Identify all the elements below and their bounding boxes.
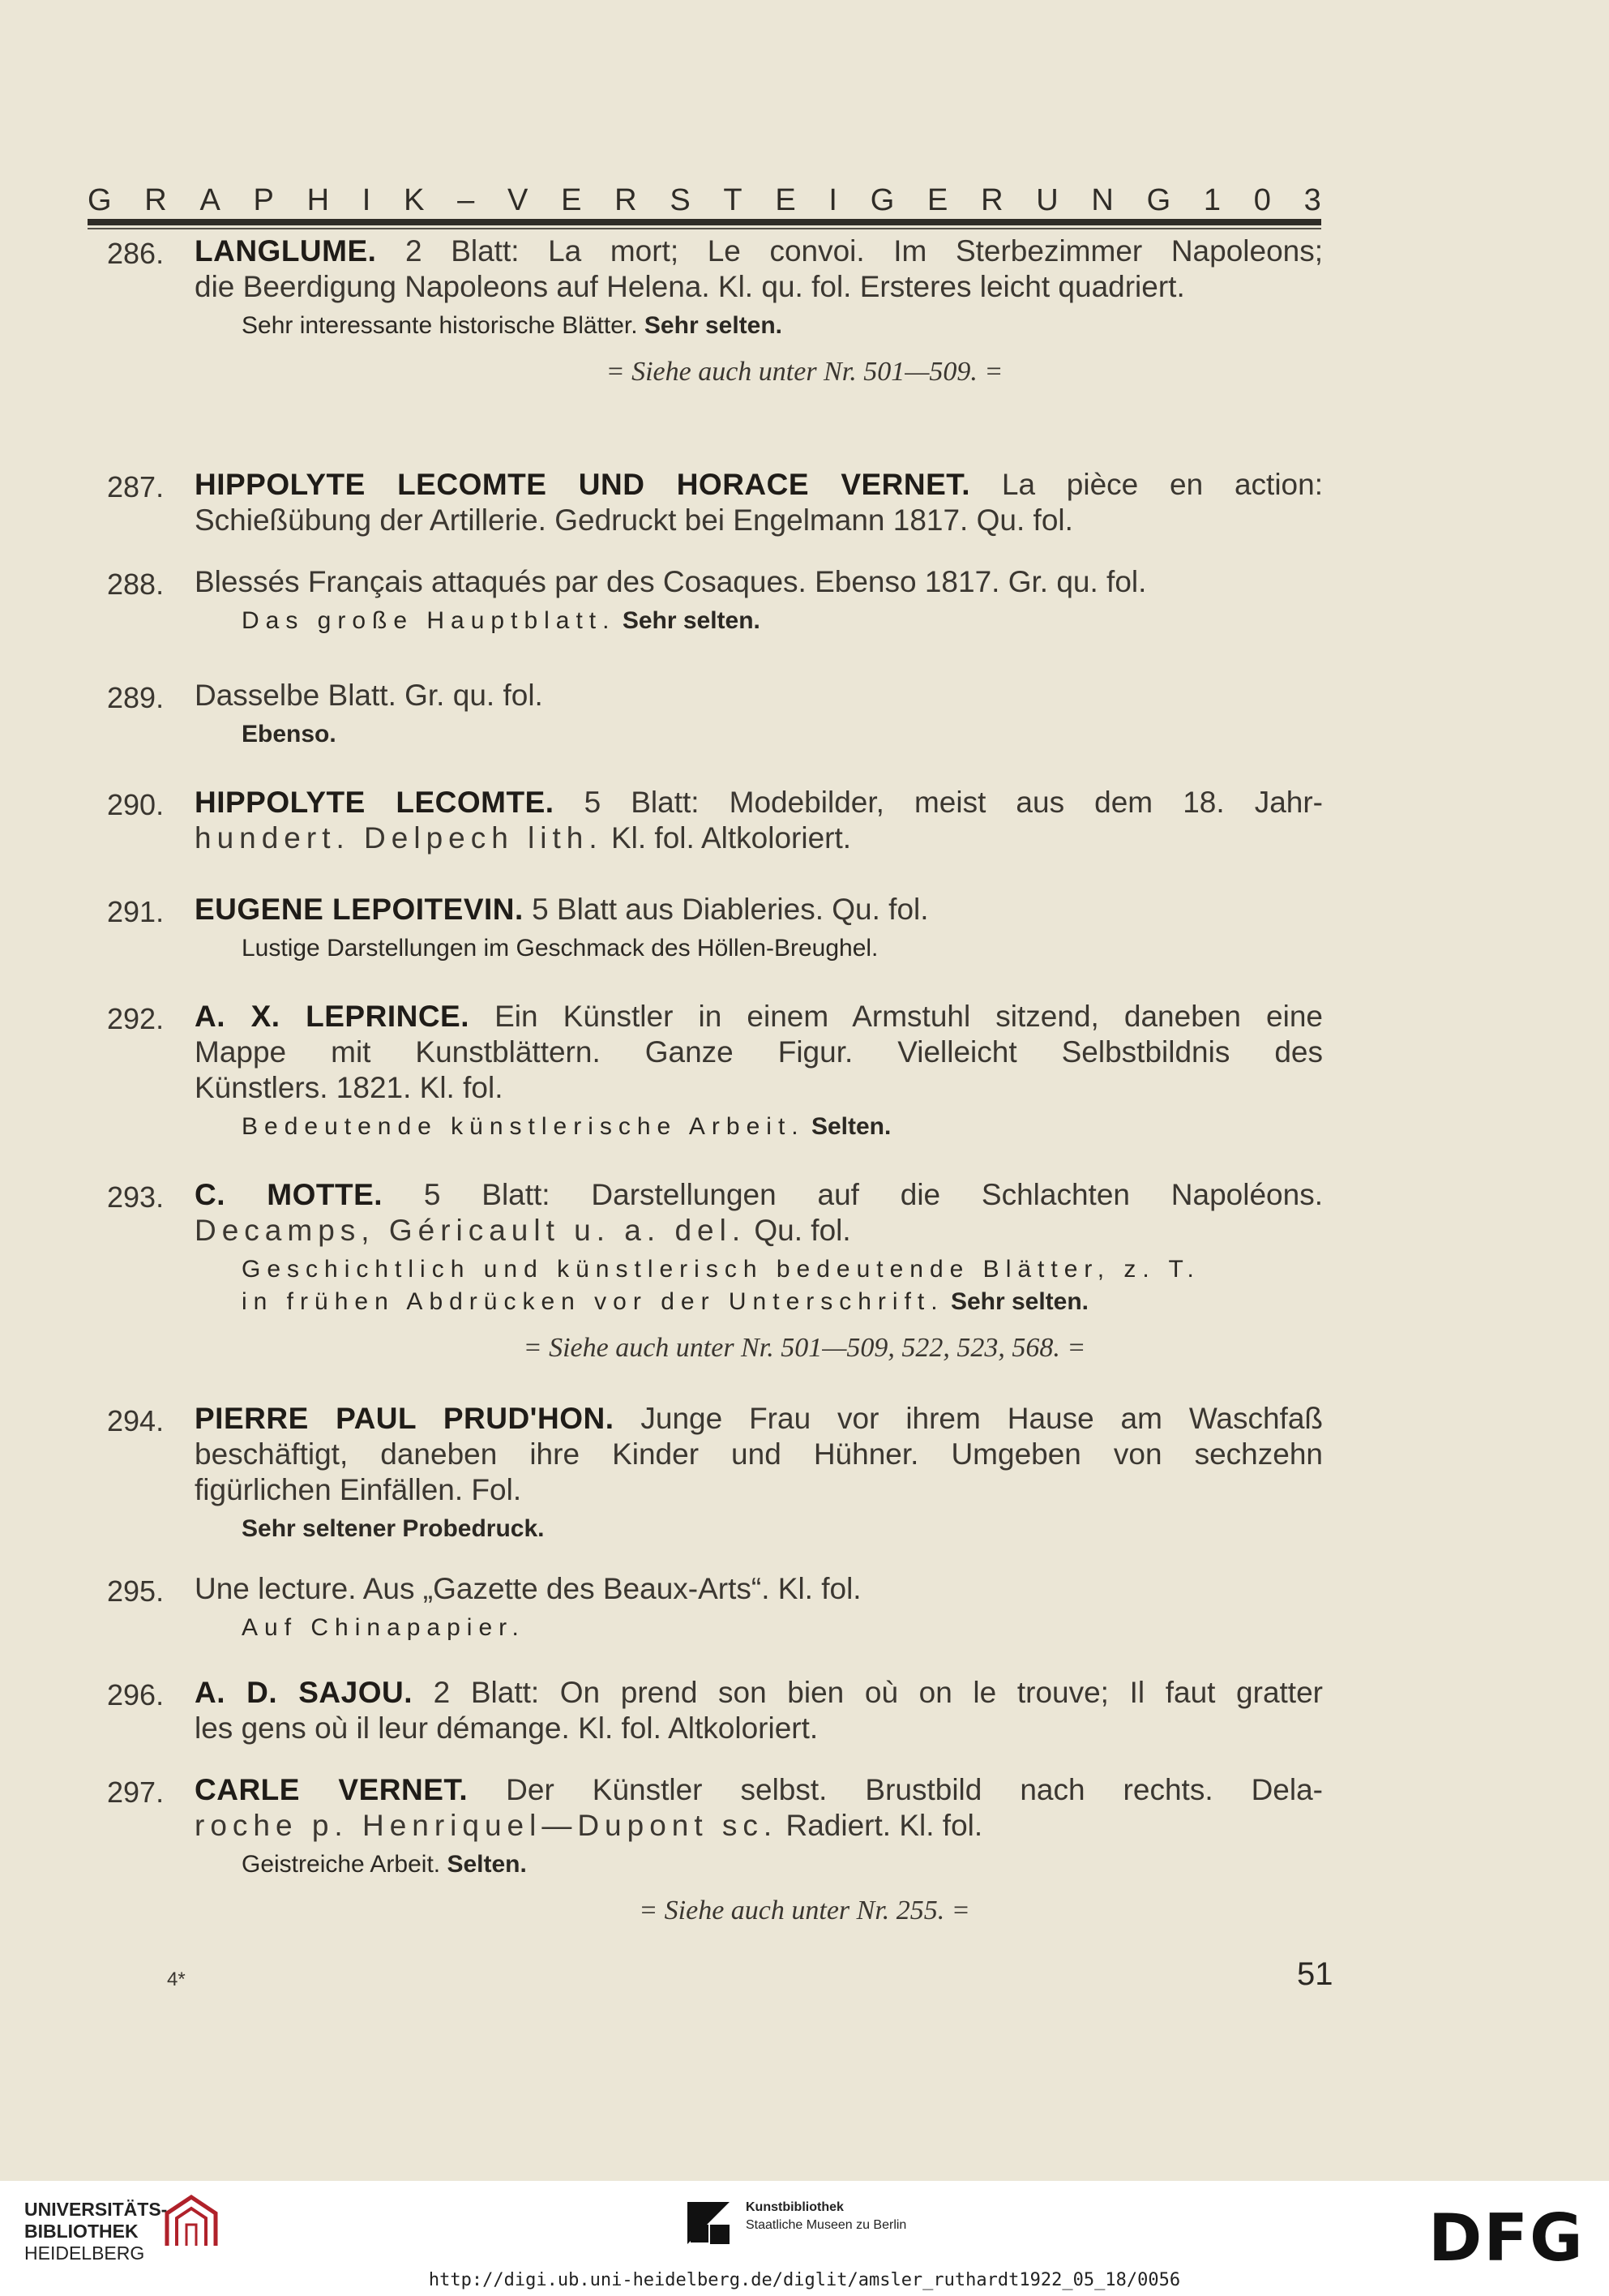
running-head-letter: I <box>362 183 371 217</box>
entry-line <box>195 233 1323 269</box>
entry-line <box>195 1711 1323 1746</box>
entry-text: les gens où il leur démange. Kl. fol. Altkoloriert. <box>195 1711 819 1745</box>
entry-text: Junge Frau vor ihrem Hause am Waschfaß <box>614 1402 1324 1435</box>
running-head-letter: E <box>561 183 582 217</box>
entry-note <box>242 1513 544 1545</box>
running-head-letter: G <box>88 183 112 217</box>
entry-line <box>195 1472 1323 1508</box>
kb-line-1: Kunstbibliothek <box>746 2200 844 2214</box>
entry-text: Das große Hauptblatt. <box>242 607 616 634</box>
running-head-letter: G <box>1146 183 1171 217</box>
running-head-letter: R <box>981 183 1003 217</box>
artist-name: HIPPOLYTE LECOMTE UND HORACE VERNET. <box>195 468 971 501</box>
entry-line <box>195 1034 1323 1070</box>
entry-text: roche p. Henriquel—Dupont sc. <box>195 1809 778 1842</box>
running-head-letter: P <box>253 183 274 217</box>
artist-name: HIPPOLYTE LECOMTE. <box>195 786 554 819</box>
lot-number: 287. <box>107 470 165 503</box>
entry-note <box>242 718 336 751</box>
kb-line-2: Staatliche Museen zu Berlin <box>746 2218 907 2232</box>
running-head-letter: E <box>775 183 796 217</box>
entry-text: Radiert. Kl. fol. <box>777 1809 983 1842</box>
entry-text: 2 Blatt: La mort; Le convoi. Im Sterbezimmer Napoleons; <box>376 234 1323 268</box>
entry-text: 2 Blatt: On prend son bien où on le trouve; Il faut gratter <box>413 1676 1323 1709</box>
entry-note <box>242 1286 1089 1318</box>
running-head-letter: N <box>1091 183 1114 217</box>
artist-name: CARLE VERNET. <box>195 1773 469 1806</box>
entry-line <box>195 1772 1323 1808</box>
artist-name: PIERRE PAUL PRUD'HON. <box>195 1402 614 1435</box>
entry-line <box>195 1675 1323 1711</box>
running-head-letter: T <box>723 183 742 217</box>
entry-text: Der Künstler selbst. Brustbild nach rechts. Dela- <box>468 1773 1323 1806</box>
entry-text: hundert. Delpech lith. <box>195 821 603 855</box>
running-head-letter: U <box>1036 183 1059 217</box>
entry-text: 5 Blatt: Darstellungen auf die Schlachten Napoléons. <box>383 1178 1323 1211</box>
emphasis: Selten. <box>447 1851 527 1878</box>
cross-reference: = Siehe auch unter Nr. 501—509. = <box>606 357 1003 387</box>
entry-text <box>805 1113 811 1140</box>
running-head-letter: K <box>404 183 425 217</box>
entry-text: Künstlers. 1821. Kl. fol. <box>195 1071 503 1104</box>
entry-line <box>195 269 1323 305</box>
entry-line <box>195 564 1323 600</box>
dfg-logo[interactable]: DFG <box>1428 2200 1585 2276</box>
running-head-letter: R <box>614 183 637 217</box>
cross-reference: = Siehe auch unter Nr. 255. = <box>639 1895 970 1925</box>
running-head-letter: – <box>457 183 475 217</box>
ub-heidelberg-wordmark[interactable] <box>24 2199 167 2264</box>
entry-text: Une lecture. Aus „Gazette des Beaux-Arts“. Kl. fol. <box>195 1572 862 1605</box>
entry-text: beschäftigt, daneben ihre Kinder und Hühner. Umgeben von sechzehn <box>195 1437 1323 1471</box>
entry-text: Sehr interessante historische Blätter. <box>242 312 644 339</box>
ub-line-2: BIBLIOTHEK <box>24 2221 139 2242</box>
lot-number: 288. <box>107 568 165 601</box>
entry-line <box>195 1401 1323 1437</box>
source-url[interactable]: http://digi.ub.uni-heidelberg.de/diglit/amsler_ruthardt1922_05_18/0056 <box>428 2270 1181 2290</box>
running-head-letter: V <box>507 183 528 217</box>
emphasis: Ebenso. <box>242 721 336 747</box>
entry-line <box>195 820 1323 856</box>
entry-text: La pièce en action: <box>970 468 1323 501</box>
emphasis: Sehr selten. <box>644 312 782 339</box>
ub-heidelberg-logo-icon[interactable] <box>159 2189 224 2254</box>
entry-note <box>242 1111 891 1143</box>
entry-text: 5 Blatt aus Diableries. Qu. fol. <box>523 893 929 926</box>
entry-line <box>195 678 1323 713</box>
signature-mark: 4* <box>167 1968 186 1990</box>
running-head-letter: R <box>144 183 167 217</box>
artist-name: LANGLUME. <box>195 234 377 268</box>
lot-number: 293. <box>107 1180 165 1214</box>
lot-number: 297. <box>107 1776 165 1809</box>
running-head-letter: G <box>870 183 895 217</box>
running-head-letter: 3 <box>1303 183 1321 217</box>
artist-name: EUGENE LEPOITEVIN. <box>195 893 524 926</box>
entry-text: Qu. fol. <box>746 1214 851 1247</box>
entry-text: Blessés Français attaqués par des Cosaques. Ebenso 1817. Gr. qu. fol. <box>195 565 1147 598</box>
entry-text <box>615 607 622 634</box>
entry-text: in frühen Abdrücken vor der Unterschrift. <box>242 1288 944 1315</box>
entry-text: figürlichen Einfällen. Fol. <box>195 1473 522 1506</box>
page-number: 51 <box>1297 1956 1333 1992</box>
entry-line <box>195 1437 1323 1472</box>
running-head <box>88 183 1321 218</box>
entry-text: Ein Künstler in einem Armstuhl sitzend, daneben eine <box>469 1000 1323 1033</box>
kunstbibliothek-wordmark[interactable] <box>746 2199 906 2234</box>
lot-number: 292. <box>107 1002 165 1035</box>
running-head-letter: S <box>670 183 691 217</box>
entry-line <box>195 1177 1323 1213</box>
entry-note <box>242 1253 1200 1286</box>
entry-line <box>195 1070 1323 1106</box>
entry-text: Kl. fol. Altkoloriert. <box>602 821 852 855</box>
running-head-letter: 1 <box>1203 183 1221 217</box>
entry-text: Schießübung der Artillerie. Gedruckt bei Engelmann 1817. Qu. fol. <box>195 503 1073 537</box>
lot-number: 290. <box>107 788 165 821</box>
lot-number: 291. <box>107 895 165 928</box>
entry-text: Bedeutende künstlerische Arbeit. <box>242 1113 805 1140</box>
entry-text: Decamps, Géricault u. a. del. <box>195 1214 747 1247</box>
running-head-letter: E <box>926 183 948 217</box>
entry-text: Mappe mit Kunstblättern. Ganze Figur. Vielleicht Selbstbildnis des <box>195 1035 1323 1069</box>
artist-name: C. MOTTE. <box>195 1178 383 1211</box>
kunstbibliothek-logo-icon[interactable] <box>686 2200 731 2246</box>
lot-number: 296. <box>107 1678 165 1711</box>
entry-note <box>242 1612 525 1644</box>
ub-line-1: UNIVERSITÄTS- <box>24 2199 168 2220</box>
entry-note <box>242 310 782 342</box>
lot-number: 295. <box>107 1574 165 1608</box>
emphasis: Sehr seltener Probedruck. <box>242 1515 545 1542</box>
entry-text: Geschichtlich und künstlerisch bedeutende Blätter, z. T. <box>242 1256 1200 1283</box>
entry-line <box>195 1571 1323 1607</box>
entry-line <box>195 892 1323 927</box>
running-head-letter: A <box>199 183 220 217</box>
entry-line <box>195 785 1323 820</box>
ub-line-3: HEIDELBERG <box>24 2242 145 2264</box>
entry-line <box>195 1808 1323 1844</box>
entry-text: Auf Chinapapier. <box>242 1614 525 1641</box>
artist-name: A. X. LEPRINCE. <box>195 1000 470 1033</box>
entry-line <box>195 1213 1323 1249</box>
running-head-letter: I <box>828 183 837 217</box>
entry-line <box>195 467 1323 503</box>
entry-note <box>242 605 760 637</box>
header-rule-thin <box>88 228 1321 229</box>
lot-number: 294. <box>107 1404 165 1437</box>
entry-text: Geistreiche Arbeit. <box>242 1851 447 1878</box>
running-head-letter: H <box>306 183 330 217</box>
entry-text: Dasselbe Blatt. Gr. qu. fol. <box>195 679 543 712</box>
emphasis: Sehr selten. <box>622 607 760 634</box>
emphasis: Selten. <box>811 1113 892 1140</box>
lot-number: 286. <box>107 237 165 270</box>
entry-text: Lustige Darstellungen im Geschmack des Höllen-Breughel. <box>242 935 879 962</box>
entry-line <box>195 999 1323 1034</box>
lot-number: 289. <box>107 681 165 714</box>
cross-reference: = Siehe auch unter Nr. 501—509, 522, 523, 568. = <box>523 1333 1086 1363</box>
entry-line <box>195 503 1323 538</box>
running-head-letter: 0 <box>1253 183 1271 217</box>
header-rule <box>88 219 1321 225</box>
artist-name: A. D. SAJOU. <box>195 1676 413 1709</box>
entry-text <box>944 1288 951 1315</box>
entry-note <box>242 932 878 965</box>
entry-text: die Beerdigung Napoleons auf Helena. Kl. qu. fol. Ersteres leicht quadriert. <box>195 270 1185 303</box>
entry-text: 5 Blatt: Modebilder, meist aus dem 18. Jahr- <box>554 786 1323 819</box>
entry-note <box>242 1848 527 1881</box>
emphasis: Sehr selten. <box>950 1288 1089 1315</box>
